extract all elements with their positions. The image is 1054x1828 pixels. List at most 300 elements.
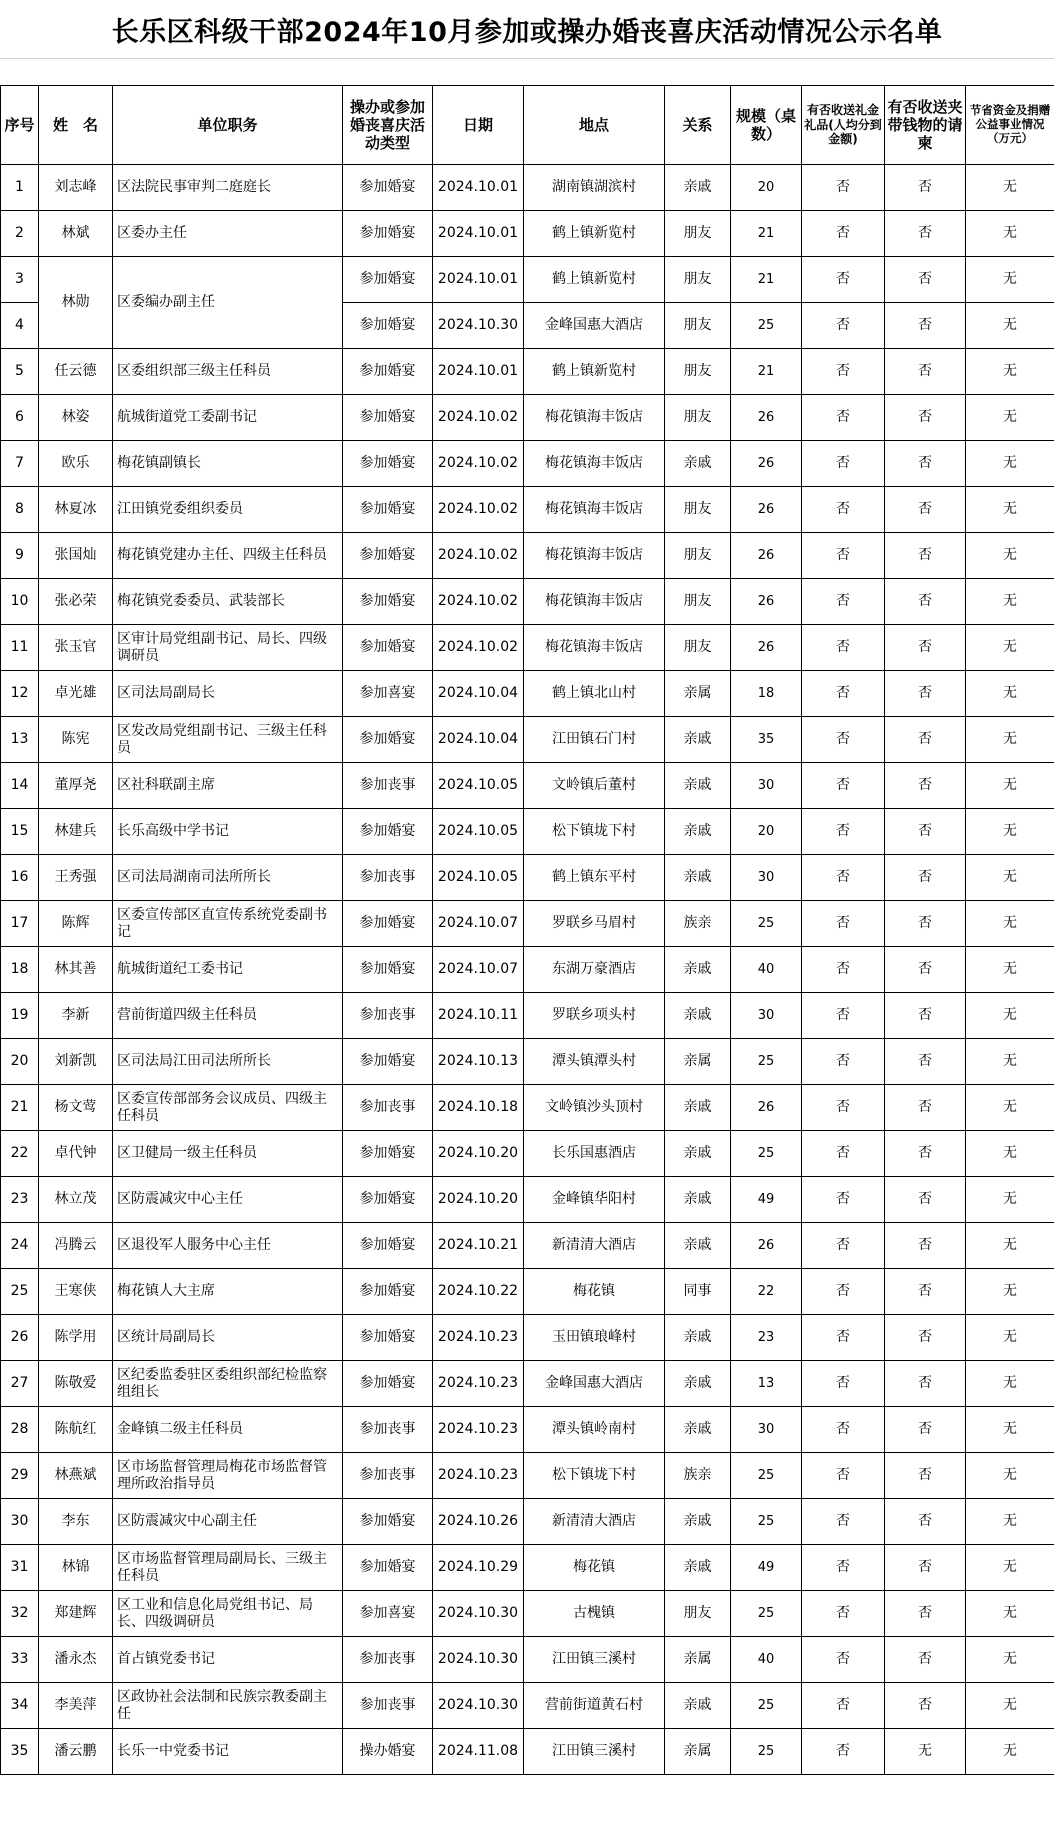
activity-date: 2024.10.04	[433, 671, 524, 717]
unit-position: 江田镇党委组织委员	[113, 487, 343, 533]
unit-position: 区委编办副主任	[113, 257, 343, 349]
savings-donation: 无	[966, 349, 1054, 395]
relation: 朋友	[665, 211, 731, 257]
gift-money-status: 否	[802, 1453, 885, 1499]
row-index: 21	[1, 1085, 39, 1131]
activity-location: 湖南镇湖滨村	[524, 165, 665, 211]
table-row	[1, 1407, 1054, 1453]
activity-date: 2024.10.07	[433, 947, 524, 993]
official-name: 陈敬爱	[39, 1361, 113, 1407]
official-name: 陈辉	[39, 901, 113, 947]
official-name: 林其善	[39, 947, 113, 993]
unit-position: 区委宣传部部务会议成员、四级主任科员	[113, 1085, 343, 1131]
money-request-status: 否	[885, 717, 966, 763]
relation: 朋友	[665, 349, 731, 395]
table-row	[1, 1269, 1054, 1315]
relation: 亲戚	[665, 947, 731, 993]
unit-position: 区司法局湖南司法所所长	[113, 855, 343, 901]
table-count: 23	[731, 1315, 802, 1361]
money-request-status: 无	[885, 1729, 966, 1775]
row-index: 24	[1, 1223, 39, 1269]
activity-date: 2024.10.30	[433, 1683, 524, 1729]
activity-location: 文岭镇沙头顶村	[524, 1085, 665, 1131]
table-count: 20	[731, 165, 802, 211]
activity-type: 参加婚宴	[343, 211, 433, 257]
relation: 亲戚	[665, 1361, 731, 1407]
activity-location: 罗联乡项头村	[524, 993, 665, 1039]
row-index: 15	[1, 809, 39, 855]
relation: 亲属	[665, 1729, 731, 1775]
official-name: 林斌	[39, 211, 113, 257]
table-row	[1, 763, 1054, 809]
header-date: 日期	[433, 86, 524, 165]
table-row	[1, 1683, 1054, 1729]
activity-type: 参加婚宴	[343, 1315, 433, 1361]
money-request-status: 否	[885, 1683, 966, 1729]
savings-donation: 无	[966, 1361, 1054, 1407]
savings-donation: 无	[966, 809, 1054, 855]
table-count: 35	[731, 717, 802, 763]
activity-location: 松下镇垅下村	[524, 1453, 665, 1499]
activity-type: 参加婚宴	[343, 1269, 433, 1315]
official-name: 陈宪	[39, 717, 113, 763]
money-request-status: 否	[885, 1637, 966, 1683]
table-row	[1, 809, 1054, 855]
table-count: 49	[731, 1177, 802, 1223]
savings-donation: 无	[966, 1085, 1054, 1131]
gift-money-status: 否	[802, 1315, 885, 1361]
relation: 朋友	[665, 487, 731, 533]
relation: 亲戚	[665, 993, 731, 1039]
gift-money-status: 否	[802, 1499, 885, 1545]
unit-position: 区发改局党组副书记、三级主任科员	[113, 717, 343, 763]
official-name: 张国灿	[39, 533, 113, 579]
official-name: 林夏冰	[39, 487, 113, 533]
row-index: 17	[1, 901, 39, 947]
activity-location: 梅花镇海丰饭店	[524, 395, 665, 441]
row-index: 29	[1, 1453, 39, 1499]
relation: 亲属	[665, 1637, 731, 1683]
savings-donation: 无	[966, 211, 1054, 257]
money-request-status: 否	[885, 809, 966, 855]
official-name: 郑建辉	[39, 1591, 113, 1637]
savings-donation: 无	[966, 1407, 1054, 1453]
table-row	[1, 533, 1054, 579]
activity-date: 2024.10.13	[433, 1039, 524, 1085]
table-row	[1, 257, 1054, 303]
row-index: 4	[1, 303, 39, 349]
gift-money-status: 否	[802, 487, 885, 533]
activity-date: 2024.10.05	[433, 855, 524, 901]
activity-type: 参加丧事	[343, 763, 433, 809]
activity-date: 2024.10.30	[433, 1637, 524, 1683]
savings-donation: 无	[966, 1499, 1054, 1545]
table-count: 49	[731, 1545, 802, 1591]
activity-location: 鹤上镇东平村	[524, 855, 665, 901]
activity-date: 2024.10.18	[433, 1085, 524, 1131]
relation: 亲戚	[665, 1177, 731, 1223]
savings-donation: 无	[966, 533, 1054, 579]
activity-date: 2024.10.23	[433, 1315, 524, 1361]
activity-type: 参加婚宴	[343, 579, 433, 625]
official-name: 张必荣	[39, 579, 113, 625]
row-index: 11	[1, 625, 39, 671]
table-count: 20	[731, 809, 802, 855]
activity-date: 2024.10.02	[433, 395, 524, 441]
row-index: 28	[1, 1407, 39, 1453]
activity-date: 2024.10.26	[433, 1499, 524, 1545]
official-name: 陈学用	[39, 1315, 113, 1361]
activity-date: 2024.10.20	[433, 1177, 524, 1223]
table-body	[1, 165, 1054, 1775]
table-row	[1, 717, 1054, 763]
activity-type: 参加丧事	[343, 1085, 433, 1131]
table-row	[1, 1085, 1054, 1131]
table-row	[1, 1453, 1054, 1499]
table-count: 25	[731, 303, 802, 349]
relation: 朋友	[665, 625, 731, 671]
table-row	[1, 211, 1054, 257]
relation: 亲戚	[665, 1085, 731, 1131]
unit-position: 梅花镇副镇长	[113, 441, 343, 487]
relation: 亲戚	[665, 1315, 731, 1361]
row-index: 1	[1, 165, 39, 211]
activity-type: 参加婚宴	[343, 441, 433, 487]
money-request-status: 否	[885, 211, 966, 257]
table-count: 21	[731, 211, 802, 257]
unit-position: 航城街道纪工委书记	[113, 947, 343, 993]
gift-money-status: 否	[802, 1591, 885, 1637]
blank-row	[0, 58, 1054, 86]
activity-type: 参加婚宴	[343, 625, 433, 671]
relation: 亲戚	[665, 1545, 731, 1591]
money-request-status: 否	[885, 1269, 966, 1315]
row-index: 22	[1, 1131, 39, 1177]
gift-money-status: 否	[802, 1683, 885, 1729]
activity-date: 2024.10.01	[433, 211, 524, 257]
row-index: 33	[1, 1637, 39, 1683]
money-request-status: 否	[885, 1039, 966, 1085]
activity-date: 2024.10.05	[433, 763, 524, 809]
unit-position: 区法院民事审判二庭庭长	[113, 165, 343, 211]
activity-location: 玉田镇琅峰村	[524, 1315, 665, 1361]
activity-date: 2024.10.02	[433, 579, 524, 625]
activity-type: 参加婚宴	[343, 349, 433, 395]
savings-donation: 无	[966, 717, 1054, 763]
table-row	[1, 901, 1054, 947]
official-name: 潘永杰	[39, 1637, 113, 1683]
table-count: 22	[731, 1269, 802, 1315]
activity-type: 参加婚宴	[343, 1223, 433, 1269]
official-name: 陈航红	[39, 1407, 113, 1453]
gift-money-status: 否	[802, 303, 885, 349]
activity-type: 参加婚宴	[343, 901, 433, 947]
savings-donation: 无	[966, 993, 1054, 1039]
table-row	[1, 1361, 1054, 1407]
gift-money-status: 否	[802, 1407, 885, 1453]
table-count: 25	[731, 1453, 802, 1499]
savings-donation: 无	[966, 579, 1054, 625]
table-row	[1, 1131, 1054, 1177]
unit-position: 首占镇党委书记	[113, 1637, 343, 1683]
unit-position: 区社科联副主席	[113, 763, 343, 809]
unit-position: 区退役军人服务中心主任	[113, 1223, 343, 1269]
gift-money-status: 否	[802, 1637, 885, 1683]
row-index: 2	[1, 211, 39, 257]
official-name: 林燕斌	[39, 1453, 113, 1499]
table-count: 30	[731, 1407, 802, 1453]
table-count: 26	[731, 395, 802, 441]
money-request-status: 否	[885, 1361, 966, 1407]
activity-date: 2024.10.02	[433, 625, 524, 671]
official-name: 李新	[39, 993, 113, 1039]
savings-donation: 无	[966, 441, 1054, 487]
activity-location: 梅花镇海丰饭店	[524, 487, 665, 533]
row-index: 10	[1, 579, 39, 625]
activity-location: 江田镇三溪村	[524, 1637, 665, 1683]
unit-position: 金峰镇二级主任科员	[113, 1407, 343, 1453]
money-request-status: 否	[885, 395, 966, 441]
activity-date: 2024.10.01	[433, 165, 524, 211]
relation: 朋友	[665, 395, 731, 441]
activity-type: 参加婚宴	[343, 1361, 433, 1407]
table-row	[1, 1545, 1054, 1591]
activity-location: 古槐镇	[524, 1591, 665, 1637]
table-count: 26	[731, 441, 802, 487]
relation: 亲戚	[665, 1223, 731, 1269]
relation: 同事	[665, 1269, 731, 1315]
table-row	[1, 1177, 1054, 1223]
activity-type: 参加婚宴	[343, 947, 433, 993]
activity-type: 参加婚宴	[343, 809, 433, 855]
gift-money-status: 否	[802, 809, 885, 855]
row-index: 26	[1, 1315, 39, 1361]
money-request-status: 否	[885, 1591, 966, 1637]
unit-position: 营前街道四级主任科员	[113, 993, 343, 1039]
row-index: 23	[1, 1177, 39, 1223]
activity-date: 2024.10.23	[433, 1361, 524, 1407]
unit-position: 长乐一中党委书记	[113, 1729, 343, 1775]
header-savings-donation: 节省资金及捐赠公益事业情况（万元）	[966, 86, 1054, 165]
savings-donation: 无	[966, 947, 1054, 993]
activity-date: 2024.10.20	[433, 1131, 524, 1177]
activity-date: 2024.10.30	[433, 303, 524, 349]
table-row	[1, 579, 1054, 625]
row-index: 6	[1, 395, 39, 441]
activity-type: 参加丧事	[343, 1407, 433, 1453]
row-index: 32	[1, 1591, 39, 1637]
activity-date: 2024.10.22	[433, 1269, 524, 1315]
activity-location: 梅花镇海丰饭店	[524, 579, 665, 625]
table-row	[1, 165, 1054, 211]
savings-donation: 无	[966, 625, 1054, 671]
activity-date: 2024.11.08	[433, 1729, 524, 1775]
money-request-status: 否	[885, 1407, 966, 1453]
activity-date: 2024.10.02	[433, 487, 524, 533]
official-name: 刘新凯	[39, 1039, 113, 1085]
official-name: 卓光雄	[39, 671, 113, 717]
table-count: 26	[731, 1223, 802, 1269]
table-row	[1, 487, 1054, 533]
row-index: 27	[1, 1361, 39, 1407]
activity-date: 2024.10.23	[433, 1453, 524, 1499]
row-index: 8	[1, 487, 39, 533]
table-row	[1, 1039, 1054, 1085]
unit-position: 区纪委监委驻区委组织部纪检监察组组长	[113, 1361, 343, 1407]
activity-type: 参加婚宴	[343, 1177, 433, 1223]
header-money-request: 有否收送夹带钱物的请柬	[885, 86, 966, 165]
activity-type: 参加婚宴	[343, 395, 433, 441]
activity-location: 梅花镇海丰饭店	[524, 625, 665, 671]
unit-position: 区市场监督管理局梅花市场监督管理所政治指导员	[113, 1453, 343, 1499]
gift-money-status: 否	[802, 1223, 885, 1269]
official-name: 林立茂	[39, 1177, 113, 1223]
unit-position: 区司法局副局长	[113, 671, 343, 717]
gift-money-status: 否	[802, 349, 885, 395]
unit-position: 梅花镇党建办主任、四级主任科员	[113, 533, 343, 579]
official-name: 冯腾云	[39, 1223, 113, 1269]
savings-donation: 无	[966, 671, 1054, 717]
unit-position: 区工业和信息化局党组书记、局长、四级调研员	[113, 1591, 343, 1637]
unit-position: 区委组织部三级主任科员	[113, 349, 343, 395]
activity-type: 参加婚宴	[343, 1131, 433, 1177]
gift-money-status: 否	[802, 211, 885, 257]
relation: 亲戚	[665, 1499, 731, 1545]
gift-money-status: 否	[802, 717, 885, 763]
savings-donation: 无	[966, 901, 1054, 947]
table-count: 26	[731, 579, 802, 625]
gift-money-status: 否	[802, 947, 885, 993]
relation: 族亲	[665, 1453, 731, 1499]
gift-money-status: 否	[802, 165, 885, 211]
savings-donation: 无	[966, 1637, 1054, 1683]
row-index: 31	[1, 1545, 39, 1591]
activity-location: 潭头镇潭头村	[524, 1039, 665, 1085]
table-count: 30	[731, 763, 802, 809]
money-request-status: 否	[885, 1085, 966, 1131]
table-count: 25	[731, 901, 802, 947]
official-name: 李东	[39, 1499, 113, 1545]
activity-location: 文岭镇后董村	[524, 763, 665, 809]
activity-date: 2024.10.04	[433, 717, 524, 763]
money-request-status: 否	[885, 901, 966, 947]
gift-money-status: 否	[802, 1131, 885, 1177]
activity-date: 2024.10.05	[433, 809, 524, 855]
activity-date: 2024.10.11	[433, 993, 524, 1039]
activity-location: 新清清大酒店	[524, 1499, 665, 1545]
row-index: 14	[1, 763, 39, 809]
row-index: 16	[1, 855, 39, 901]
row-index: 35	[1, 1729, 39, 1775]
page-title: 长乐区科级干部2024年10月参加或操办婚丧喜庆活动情况公示名单	[0, 0, 1054, 59]
official-name: 欧乐	[39, 441, 113, 487]
money-request-status: 否	[885, 763, 966, 809]
table-count: 25	[731, 1131, 802, 1177]
relation: 亲戚	[665, 717, 731, 763]
row-index: 13	[1, 717, 39, 763]
activity-type: 参加婚宴	[343, 1039, 433, 1085]
activity-location: 鹤上镇新览村	[524, 211, 665, 257]
activity-date: 2024.10.01	[433, 349, 524, 395]
table-row	[1, 855, 1054, 901]
activity-date: 2024.10.21	[433, 1223, 524, 1269]
table-row	[1, 625, 1054, 671]
activity-date: 2024.10.23	[433, 1407, 524, 1453]
row-index: 9	[1, 533, 39, 579]
savings-donation: 无	[966, 1729, 1054, 1775]
savings-donation: 无	[966, 1131, 1054, 1177]
official-name: 林勋	[39, 257, 113, 349]
activity-type: 参加婚宴	[343, 487, 433, 533]
activity-type: 参加婚宴	[343, 1545, 433, 1591]
activity-location: 罗联乡马眉村	[524, 901, 665, 947]
activity-type: 参加喜宴	[343, 671, 433, 717]
activity-type: 参加丧事	[343, 855, 433, 901]
unit-position: 区统计局副局长	[113, 1315, 343, 1361]
activity-date: 2024.10.07	[433, 901, 524, 947]
relation: 亲戚	[665, 809, 731, 855]
gift-money-status: 否	[802, 441, 885, 487]
table-count: 26	[731, 487, 802, 533]
activity-type: 参加丧事	[343, 1683, 433, 1729]
activity-date: 2024.10.02	[433, 441, 524, 487]
activity-location: 营前街道黄石村	[524, 1683, 665, 1729]
activity-date: 2024.10.30	[433, 1591, 524, 1637]
row-index: 18	[1, 947, 39, 993]
money-request-status: 否	[885, 1499, 966, 1545]
table-row	[1, 441, 1054, 487]
gift-money-status: 否	[802, 1729, 885, 1775]
unit-position: 梅花镇人大主席	[113, 1269, 343, 1315]
activity-type: 参加婚宴	[343, 303, 433, 349]
table-row	[1, 671, 1054, 717]
gift-money-status: 否	[802, 1269, 885, 1315]
activity-location: 新清清大酒店	[524, 1223, 665, 1269]
unit-position: 区防震减灾中心主任	[113, 1177, 343, 1223]
unit-position: 区委宣传部区直宣传系统党委副书记	[113, 901, 343, 947]
savings-donation: 无	[966, 1269, 1054, 1315]
official-name: 林姿	[39, 395, 113, 441]
money-request-status: 否	[885, 993, 966, 1039]
money-request-status: 否	[885, 1131, 966, 1177]
relation: 亲属	[665, 1039, 731, 1085]
activity-location: 金峰国惠大酒店	[524, 1361, 665, 1407]
gift-money-status: 否	[802, 1545, 885, 1591]
money-request-status: 否	[885, 1315, 966, 1361]
activity-location: 梅花镇	[524, 1545, 665, 1591]
official-name: 任云德	[39, 349, 113, 395]
relation: 亲戚	[665, 1683, 731, 1729]
table-count: 21	[731, 257, 802, 303]
table-row	[1, 1499, 1054, 1545]
gift-money-status: 否	[802, 1085, 885, 1131]
activity-type: 操办婚宴	[343, 1729, 433, 1775]
gift-money-status: 否	[802, 1039, 885, 1085]
row-index: 3	[1, 257, 39, 303]
table-count: 26	[731, 533, 802, 579]
activity-location: 长乐国惠酒店	[524, 1131, 665, 1177]
gift-money-status: 否	[802, 1177, 885, 1223]
table-row	[1, 349, 1054, 395]
savings-donation: 无	[966, 1223, 1054, 1269]
row-index: 5	[1, 349, 39, 395]
header-relation: 关系	[665, 86, 731, 165]
unit-position: 梅花镇党委委员、武装部长	[113, 579, 343, 625]
activity-date: 2024.10.02	[433, 533, 524, 579]
activity-type: 参加喜宴	[343, 1591, 433, 1637]
savings-donation: 无	[966, 1039, 1054, 1085]
activity-type: 参加丧事	[343, 1637, 433, 1683]
